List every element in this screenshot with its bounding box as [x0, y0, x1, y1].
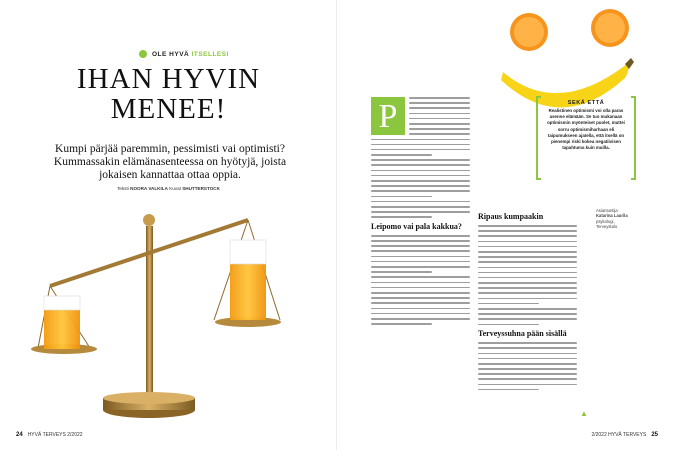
drop-cap: P: [371, 97, 405, 135]
folio-right: [591, 432, 658, 438]
sidebar-box: [536, 96, 636, 180]
sidebar-title: SEKÄ ETTÄ: [567, 100, 605, 106]
body-column-1: [371, 97, 470, 328]
kicker-dot-icon: [139, 50, 147, 58]
subhead-leipomo: Leipomo vai pala kakkua?: [371, 221, 462, 231]
article-dek: Kumpi pärjää paremmin, pessimisti vai optimisti? Kummassakin elämänasenteessa on hyötyjä, joista jokaisen kannattaa ottaa oppia.: [53, 143, 287, 181]
kicker-text: OLE HYVÄ ITSELLESI: [152, 50, 229, 58]
byline-credit: Teksti NOORA VALKILA Kuvat SHUTTERSTOCK: [117, 186, 220, 191]
headline-line-1: IHAN HYVIN: [76, 63, 261, 95]
subhead-terveys: Terveyssuhna pään sisällä: [478, 329, 567, 339]
magazine-issue: 2/2022 HYVÄ TERVEYS: [591, 432, 647, 438]
body-column-2: [478, 208, 577, 394]
page-number: 24: [16, 432, 23, 438]
folio-left: [16, 432, 83, 438]
magazine-issue: HYVÄ TERVEYS 2/2022: [27, 432, 83, 438]
subhead-ripaus: Ripaus kumpaakin: [478, 212, 544, 221]
sidebar-text: Realistinen optimismi voi olla paras asenne elämään. Se tuo mukanaan optimismin myönteiset puolet, muttei sorru optimismiharhaan eli taipumukseen ajatella, että itsellä on pienempi riski kokea negatiivisen tapahtuma kuin muilla.: [547, 108, 625, 151]
end-mark-icon: ▲: [580, 409, 588, 418]
expert-caption: Asiantuntija Katarina Laurila psykologi, Terveystalo: [596, 208, 628, 230]
page-number: 25: [651, 432, 658, 438]
right-page: [337, 0, 674, 450]
headline-line-2: MENEE!: [110, 93, 227, 125]
sidebar-bracket-left: [536, 96, 541, 180]
article-headline: [0, 64, 337, 124]
sidebar-bracket-right: [631, 96, 636, 180]
balance-scale-illustration: [28, 196, 298, 426]
kicker: [139, 50, 229, 58]
